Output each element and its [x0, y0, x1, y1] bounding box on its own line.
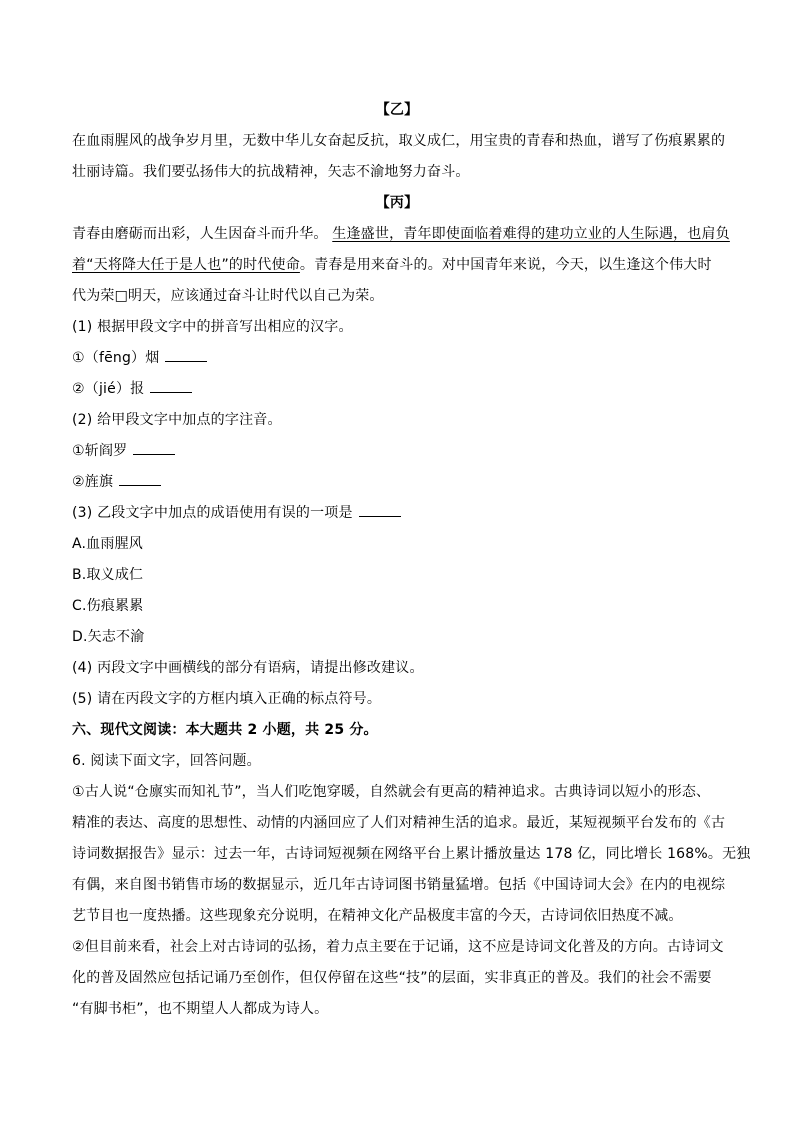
- passage-p1-line-2: 精准的表达、高度的思想性、动情的内涵回应了人们对精神生活的追求。最近，某短视频平台发布的《古: [72, 815, 726, 831]
- passage-p2-line-2: 化的普及固然应包括记诵乃至创作，但仅停留在这些“技”的层面，实非真正的普及。我们的社会不需要: [72, 970, 712, 986]
- passage-p1-line-3: 诗词数据报告》显示：过去一年，古诗词短视频在网络平台上累计播放量达 178 亿，同比增长 168%。无独: [72, 846, 751, 862]
- question-2-item-1-label: ①斩阎罗: [72, 443, 128, 459]
- question-5: (5) 请在丙段文字的方框内填入正确的标点符号。: [72, 691, 382, 707]
- question-4: (4) 丙段文字中画横线的部分有语病，请提出修改建议。: [72, 660, 424, 676]
- part-6-score: 25: [324, 722, 345, 738]
- part-6-title-c: 分。: [344, 722, 378, 738]
- part-6-title-a: 六、现代文阅读：本大题共: [72, 722, 248, 738]
- answer-blank[interactable]: [359, 503, 401, 517]
- question-2-item-2-label: ②旌旗: [72, 474, 114, 490]
- passage-p1-line-1: ①古人说“仓廪实而知礼节”，当人们吃饱穿暖，自然就会有更高的精神追求。古典诗词以短小的形态、: [72, 784, 711, 800]
- question-3: [72, 503, 722, 523]
- section-yi-line-1: 在血雨腥风的战争岁月里，无数中华儿女奋起反抗，取义成仁，用宝贵的青春和热血，谱写了伤痕累累的: [72, 133, 726, 149]
- passage-p2-line-1: ②但目前来看，社会上对古诗词的弘扬，着力点主要在于记诵，这不应是诗词文化普及的方向。古诗词文: [72, 939, 724, 955]
- part-6-title-b: 小题，共: [257, 722, 325, 738]
- section-bing-line-1: [72, 224, 730, 244]
- option-c[interactable]: C.伤痕累累: [72, 598, 144, 614]
- question-2: (2) 给甲段文字中加点的字注音。: [72, 412, 282, 428]
- question-2-item-2: [72, 472, 722, 492]
- question-6: 6. 阅读下面文字，回答问题。: [72, 753, 261, 769]
- question-3-label: (3) 乙段文字中加点的成语使用有误的一项是: [72, 505, 353, 521]
- section-bing-line-2: [72, 255, 722, 275]
- option-a[interactable]: A.血雨腥风: [72, 536, 143, 552]
- question-1-item-2: [72, 379, 722, 399]
- section-yi-line-2: 壮丽诗篇。我们要弘扬伟大的抗战精神，矢志不渝地努力奋斗。: [72, 164, 470, 180]
- section-bing-heading: 【丙】: [375, 195, 419, 211]
- section-bing-line-3: 代为荣□明天，应该通过奋斗让时代以自己为荣。: [72, 288, 384, 304]
- passage-p2-line-3: “有脚书柜”，也不期望人人都成为诗人。: [72, 1001, 329, 1017]
- part-6-title: [72, 720, 722, 740]
- answer-blank[interactable]: [165, 348, 207, 362]
- question-1-item-1: [72, 348, 722, 368]
- underlined-sentence-cont: 着“天将降大任于是人也”的时代使命: [72, 257, 300, 273]
- question-1-item-2-label: ②（jié）报: [72, 381, 145, 397]
- section-bing-text: 青春由磨砺而出彩，人生因奋斗而升华。: [72, 226, 328, 242]
- option-d[interactable]: D.矢志不渝: [72, 629, 145, 645]
- answer-blank[interactable]: [133, 441, 175, 455]
- section-bing-text-2: 。青春是用来奋斗的。对中国青年来说，今天，以生逢这个伟大时: [299, 257, 712, 273]
- underlined-sentence: 生逢盛世，青年即使面临着难得的建功立业的人生际遇，也肩负: [332, 226, 730, 242]
- answer-blank[interactable]: [150, 379, 192, 393]
- option-b[interactable]: B.取义成仁: [72, 567, 144, 583]
- question-2-item-1: [72, 441, 722, 461]
- document-page: [72, 100, 751, 1030]
- answer-blank[interactable]: [119, 472, 161, 486]
- section-yi-heading: 【乙】: [375, 102, 419, 118]
- passage-p1-line-4: 有偶，来自图书销售市场的数据显示，近几年古诗词图书销量猛增。包括《中国诗词大会》在内的电视综: [72, 877, 726, 893]
- part-6-count: 2: [247, 722, 258, 738]
- question-1-item-1-label: ①（fēng）烟: [72, 350, 160, 366]
- passage-p1-line-5: 艺节目也一度热播。这些现象充分说明，在精神文化产品极度丰富的今天，古诗词依旧热度不减。: [72, 908, 683, 924]
- question-1: (1) 根据甲段文字中的拼音写出相应的汉字。: [72, 319, 353, 335]
